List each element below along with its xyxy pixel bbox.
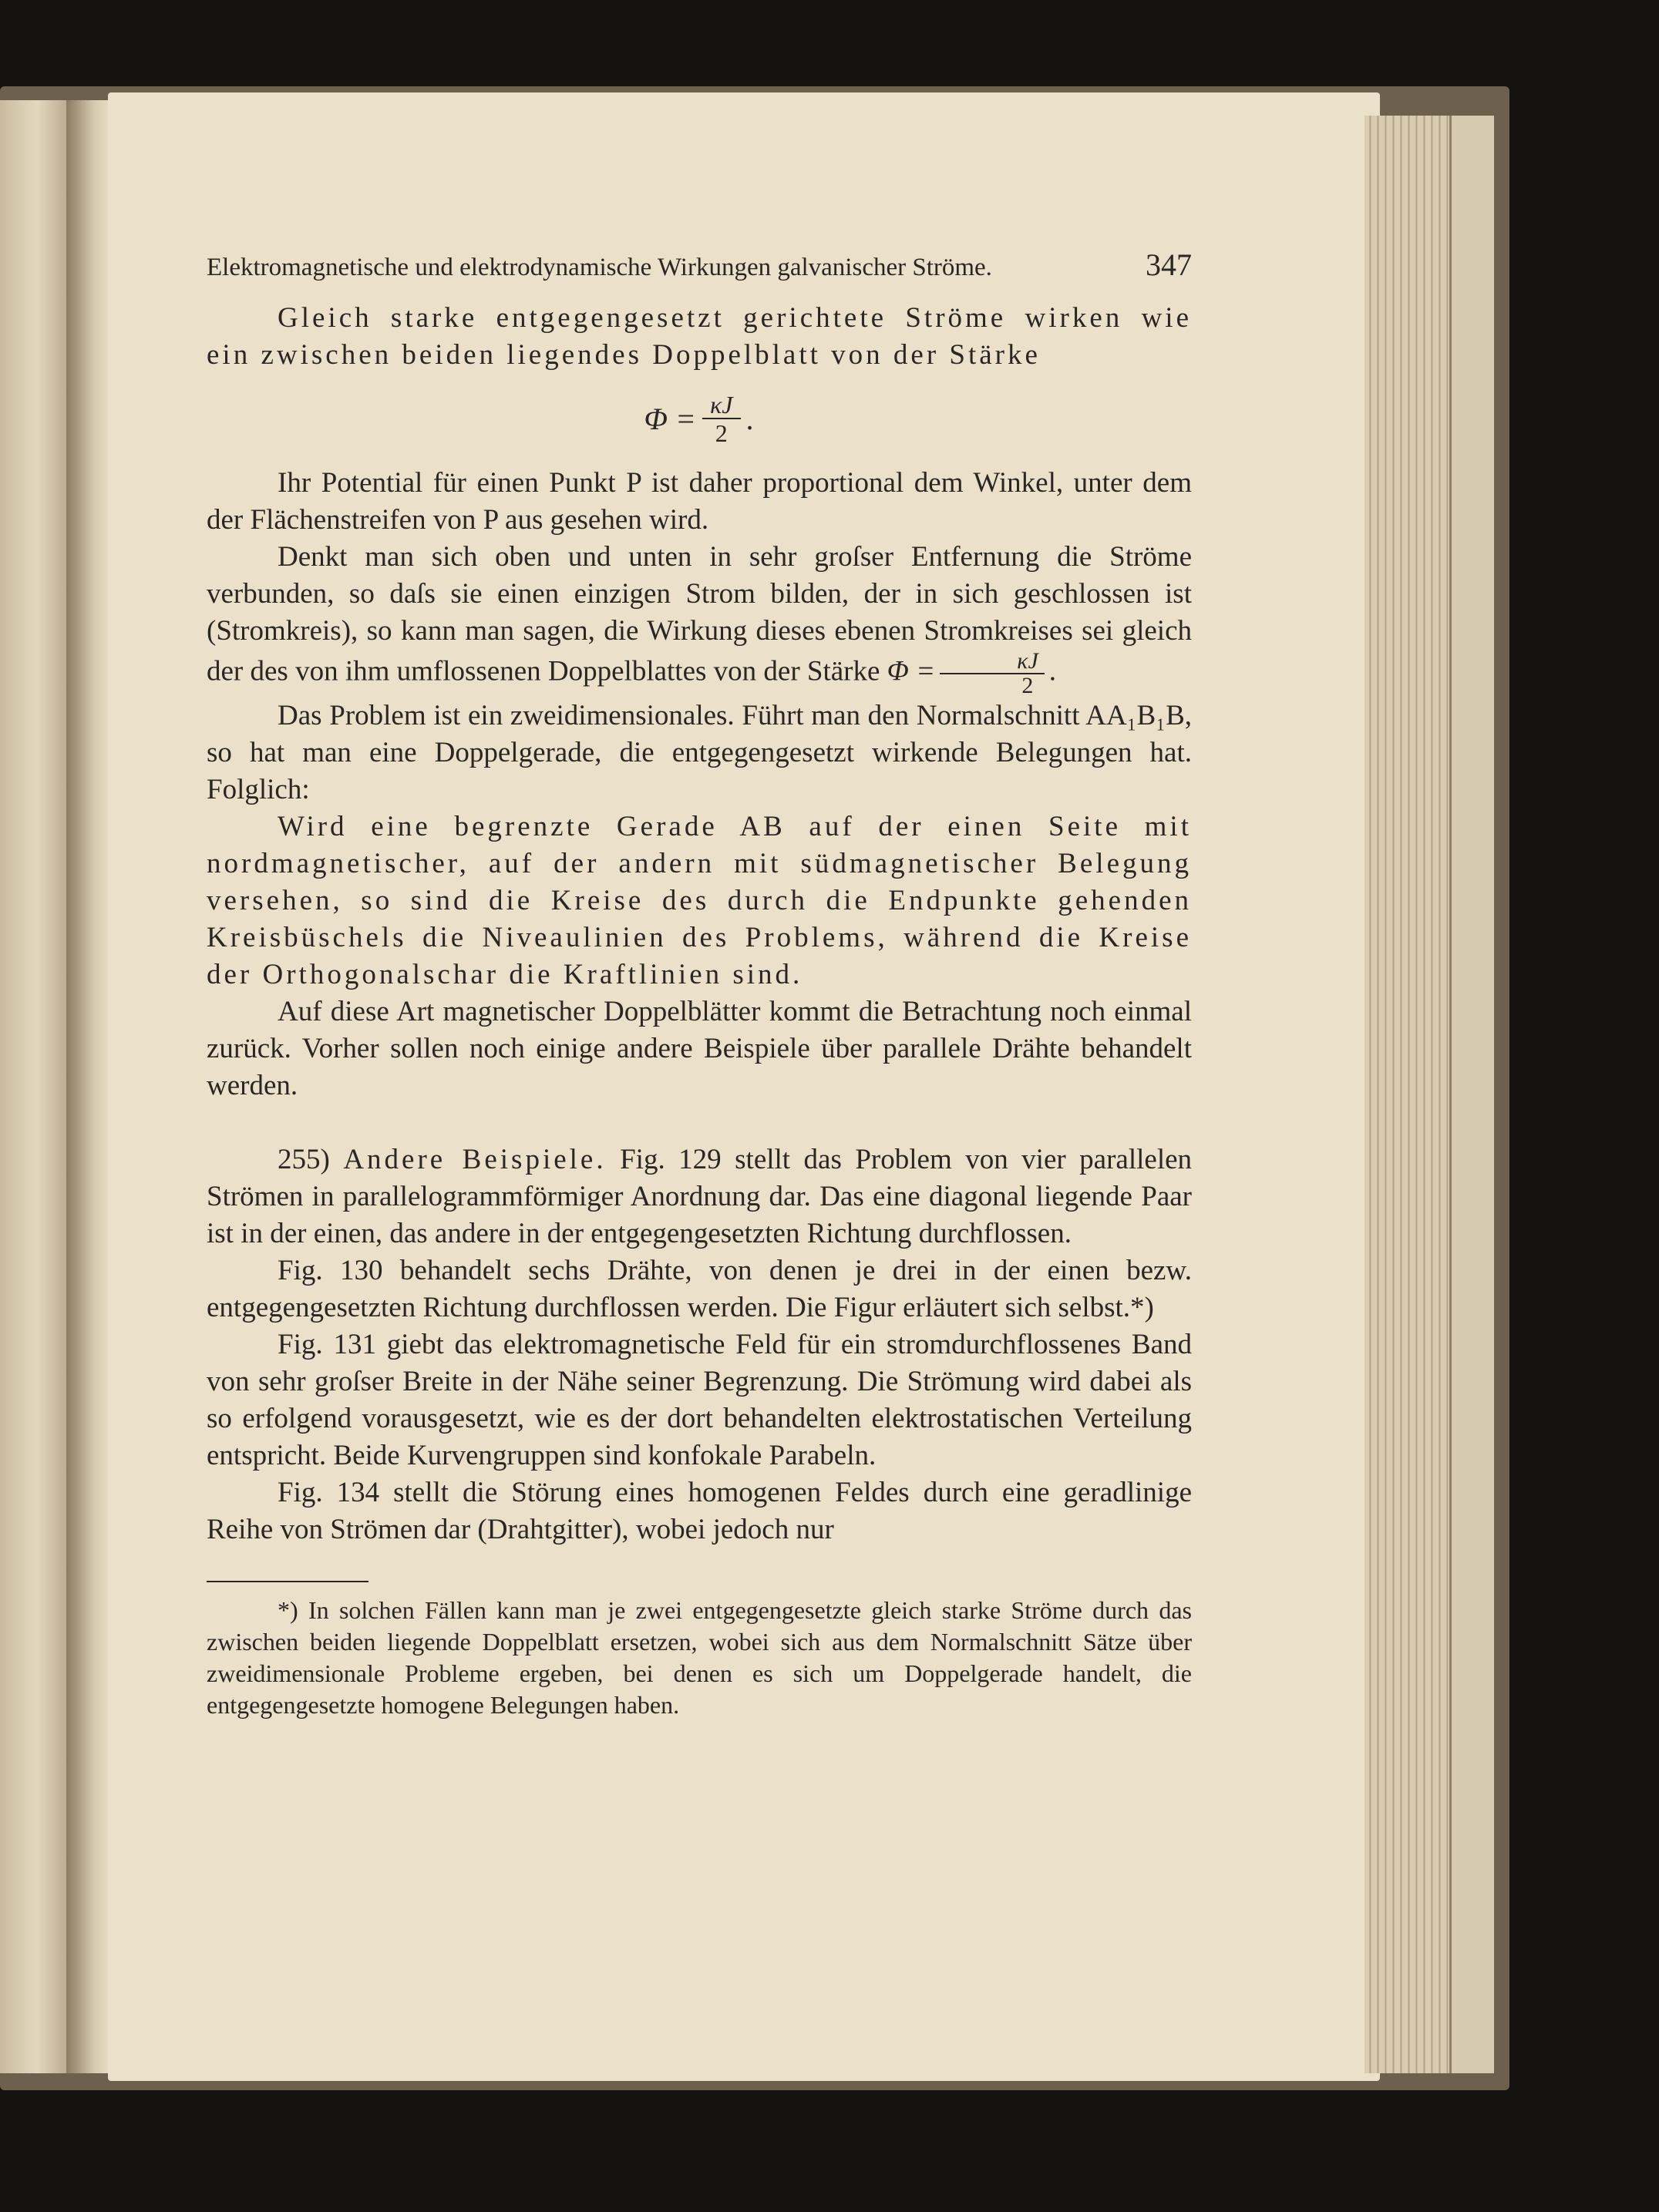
- formula-numerator: κJ: [702, 392, 741, 419]
- footnote-rule: [207, 1581, 368, 1582]
- page-content: [207, 247, 1192, 1721]
- section-title: Andere Beispiele.: [343, 1144, 607, 1175]
- paragraph-stromkreis: [207, 539, 1192, 698]
- section-gap: [207, 1104, 1192, 1141]
- paragraph-fig134: Fig. 134 stellt die Störung eines homogenen Feldes durch eine geradlinige Reihe von Strömen dar (Drahtgitter), wobei jedoch nur: [207, 1477, 1192, 1545]
- stromkreis-text: Denkt man sich oben und unten in sehr groſser Entfernung die Ströme verbunden, so daſs sie einen einzigen Strom bilden, der in sich geschlossen ist (Stromkreis), so kann man sagen, die Wirkung dieses ebenen Stromkreises sei gleich der des von ihm umflossenen Doppelblattes von der Stärke: [207, 541, 1192, 687]
- formula-fraction: [702, 392, 741, 447]
- formula-phi: [207, 374, 1192, 465]
- paragraph-fig130: Fig. 130 behandelt sechs Drähte, von denen je drei in der einen bezw. entgegengesetzten Richtung durchflossen werden. Die Figur erläutert sich selbst.*): [207, 1255, 1192, 1323]
- page-block-edges: [1365, 116, 1449, 2073]
- paragraph-doppelblatt: Gleich starke entgegengesetzt gerichtete Ströme wirken wie ein zwischen beiden liegendes Doppelblatt von der Stärke: [207, 302, 1192, 371]
- section-255: [207, 1141, 1192, 1252]
- inline-formula-numerator: κJ: [940, 650, 1045, 674]
- paragraph-problem: Das Problem ist ein zweidimensionales. Führt man den Normalschnitt AA₁B₁B, so hat man eine Doppelgerade, die entgegengesetzt wirkende Belegungen hat. Folglich:: [207, 700, 1192, 805]
- footnote: *) In solchen Fällen kann man je zwei entgegengesetzte gleich starke Ströme durch das zwischen beiden liegende Doppelblatt ersetzen, wobei sich aus dem Normalschnitt Sätze über zweidimensionale Probleme ergeben, bei denen es sich um Doppelgerade handelt, die entgegengesetzte homogene Belegungen haben.: [207, 1596, 1192, 1719]
- paragraph-fig131: Fig. 131 giebt das elektromagnetische Feld für ein stromdurchflossenes Band von sehr groſser Breite in der Nähe seiner Begrenzung. Die Strömung wird dabei als so erfolgend vorausgesetzt, wie es der dort behandelten elektrostatischen Verteilung entspricht. Beide Kurvengruppen sind konfokale Parabeln.: [207, 1329, 1192, 1471]
- running-header: [207, 247, 1192, 286]
- running-title: Elektromagnetische und elektrodynamische Wirkungen galvanischer Ströme.: [207, 254, 992, 281]
- section-text: Fig. 129 stellt das Problem von vier parallelen Strömen in parallelogrammförmiger Anordnung dar. Das eine diagonal liegende Paar ist in der einen, das andere in der entgegengesetzten Richtung durchflossen.: [207, 1144, 1193, 1249]
- paragraph-theorem: Wird eine begrenzte Gerade AB auf der einen Seite mit nordmagnetischer, auf der andern mit südmagnetischer Belegung versehen, so sind die Kreise des durch die Endpunkte gehenden Kreisbüschels die Niveaulinien des Problems, während die Kreise der Orthogonalschar die Kraftlinien sind.: [207, 811, 1192, 990]
- inline-formula-lhs: Φ =: [887, 655, 936, 687]
- page-number: 347: [1146, 247, 1192, 282]
- formula-denominator: 2: [715, 419, 728, 447]
- book-gutter: [66, 100, 113, 2073]
- inline-formula-denominator: 2: [1021, 673, 1034, 698]
- inline-formula-fraction: [940, 650, 1045, 698]
- section-number: 255): [278, 1144, 330, 1175]
- inline-formula-end: .: [1048, 655, 1057, 687]
- cover-edge: [1449, 116, 1494, 2073]
- formula-lhs: Φ =: [644, 402, 696, 436]
- paragraph-potential: Ihr Potential für einen Punkt P ist daher proportional dem Winkel, unter dem der Flächenstreifen von P aus gesehen wird.: [207, 467, 1192, 536]
- left-page-edge: [0, 100, 66, 2073]
- paragraph-doppelblaetter: Auf diese Art magnetischer Doppelblätter kommt die Betrachtung noch einmal zurück. Vorher sollen noch einige andere Beispiele über parallele Drähte behandelt werden.: [207, 996, 1192, 1101]
- formula-end: .: [746, 402, 755, 436]
